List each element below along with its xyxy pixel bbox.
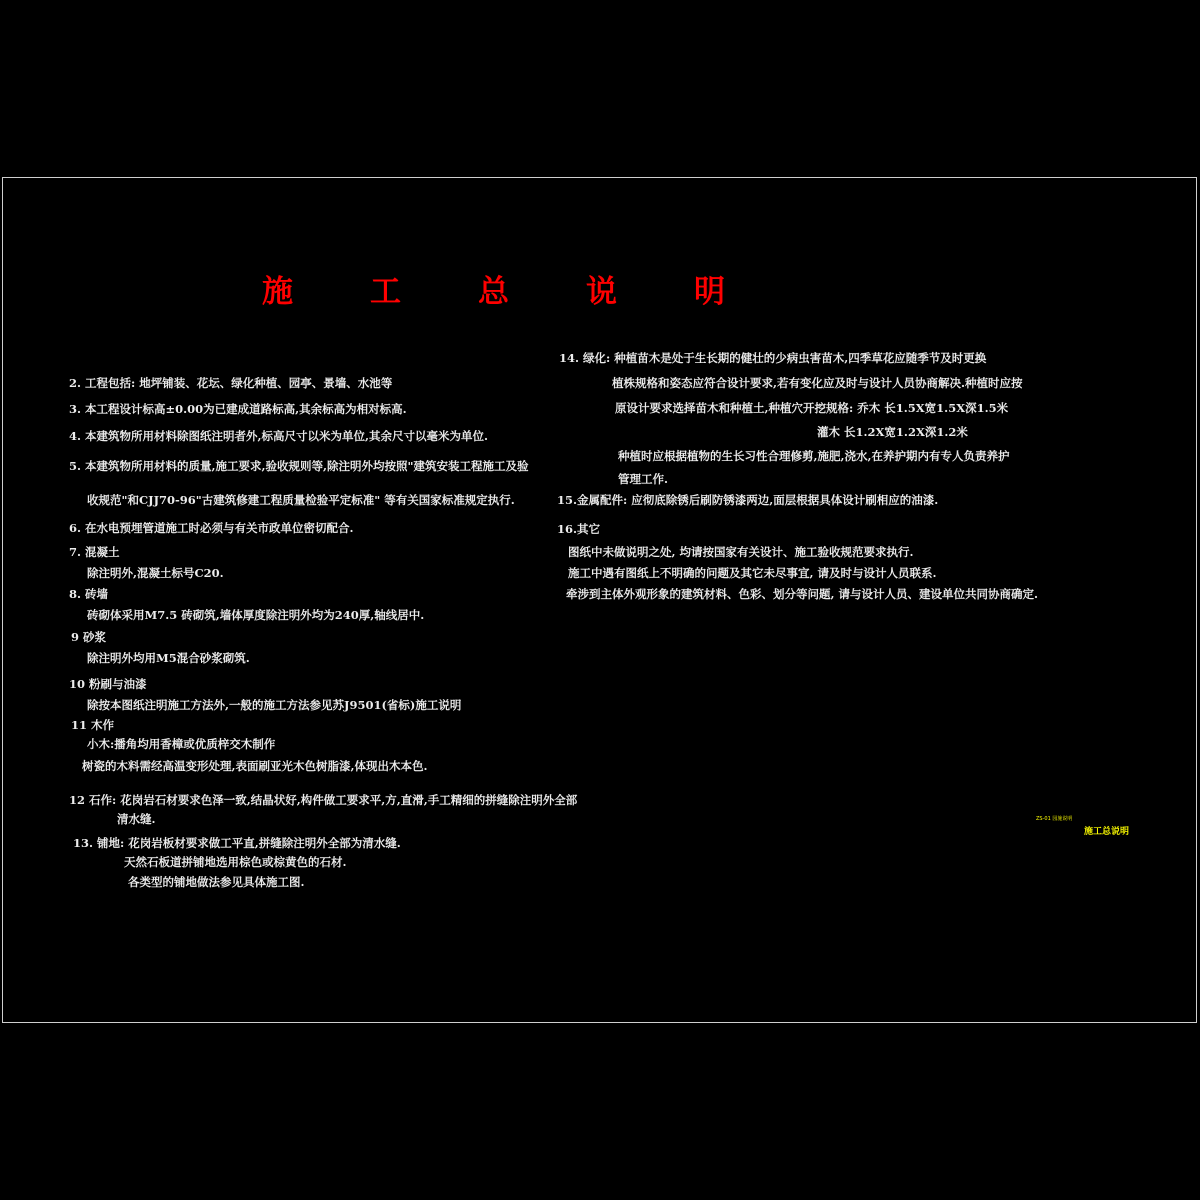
- note-line: 树瓷的木料需经高温变形处理,表面刷亚光木色树脂漆,体现出木本色.: [82, 759, 428, 773]
- note-line: 8. 砖墙: [69, 587, 109, 601]
- note-line: 种植时应根据植物的生长习性合理修剪,施肥,浇水,在养护期内有专人负责养护: [618, 449, 1010, 463]
- note-line: 9 砂浆: [71, 630, 107, 644]
- note-line: 5. 本建筑物所用材料的质量,施工要求,验收规则等,除注明外均按照"建筑安装工程施工及验: [69, 459, 529, 473]
- note-line: 管理工作.: [618, 472, 669, 486]
- title-block-name: 施工总说明: [1084, 827, 1130, 837]
- note-line: 除注明外均用M5混合砂浆砌筑.: [87, 651, 250, 665]
- note-line: 11 木作: [71, 718, 115, 732]
- note-line: 清水缝.: [117, 812, 156, 826]
- title-char: 说: [586, 274, 617, 310]
- note-line: 4. 本建筑物所用材料除图纸注明者外,标高尺寸以米为单位,其余尺寸以毫米为单位.: [69, 429, 489, 443]
- note-line: 图纸中未做说明之处, 均请按国家有关设计、施工验收规范要求执行.: [568, 545, 914, 559]
- note-line: 植株规格和姿态应符合设计要求,若有变化应及时与设计人员协商解决.种植时应按: [612, 376, 1023, 390]
- title-char: 施: [262, 274, 293, 310]
- note-line: 除按本图纸注明施工方法外,一般的施工方法参见苏J9501(省标)施工说明: [87, 698, 462, 712]
- note-line: 施工中遇有图纸上不明确的问题及其它未尽事宜, 请及时与设计人员联系.: [568, 566, 937, 580]
- note-line: 灌木 长1.2X宽1.2X深1.2米: [817, 425, 968, 439]
- note-line: 各类型的铺地做法参见具体施工图.: [128, 875, 305, 889]
- title-char: 明: [694, 274, 725, 310]
- note-line: 牵涉到主体外观形象的建筑材料、色彩、划分等问题, 请与设计人员、建设单位共同协商确定.: [566, 587, 1039, 601]
- note-line: 16.其它: [557, 522, 601, 536]
- title-char: 总: [478, 274, 509, 310]
- note-line: 7. 混凝土: [69, 545, 120, 559]
- note-line: 小木:播角均用香樟或优质梓交木制作: [87, 737, 276, 751]
- note-line: 2. 工程包括: 地坪铺装、花坛、绿化种植、园亭、景墙、水池等: [69, 376, 393, 390]
- note-line: 原设计要求选择苗木和种植土,种植穴开挖规格: 乔木 长1.5X宽1.5X深1.5米: [615, 401, 1009, 415]
- note-line: 收规范"和CJJ70-96"古建筑修建工程质量检验平定标准" 等有关国家标准规定执行.: [87, 493, 515, 507]
- note-line: 14. 绿化: 种植苗木是处于生长期的健壮的少病虫害苗木,四季草花应随季节及时更换: [559, 351, 987, 365]
- note-line: 10 粉刷与油漆: [69, 677, 147, 691]
- title-char: 工: [370, 274, 401, 310]
- note-line: 6. 在水电预埋管道施工时必须与有关市政单位密切配合.: [69, 521, 354, 535]
- note-line: 天然石板道拼铺地选用棕色或棕黄色的石材.: [124, 855, 347, 869]
- note-line: 12 石作: 花岗岩石材要求色泽一致,结晶状好,构件做工要求平,方,直滑,手工精细的拼缝除注明外全部: [69, 793, 578, 807]
- title-block-code: ZS-01 园施说明: [1036, 816, 1073, 822]
- note-line: 15.金属配件: 应彻底除锈后刷防锈漆两边,面层根据具体设计刷相应的油漆.: [557, 493, 939, 507]
- note-line: 除注明外,混凝土标号C20.: [87, 566, 224, 580]
- note-line: 砖砌体采用M7.5 砖砌筑,墙体厚度除注明外均为240厚,轴线居中.: [87, 608, 425, 622]
- note-line: 3. 本工程设计标高±0.00为已建成道路标高,其余标高为相对标高.: [69, 402, 407, 416]
- note-line: 13. 铺地: 花岗岩板材要求做工平直,拼缝除注明外全部为清水缝.: [73, 836, 401, 850]
